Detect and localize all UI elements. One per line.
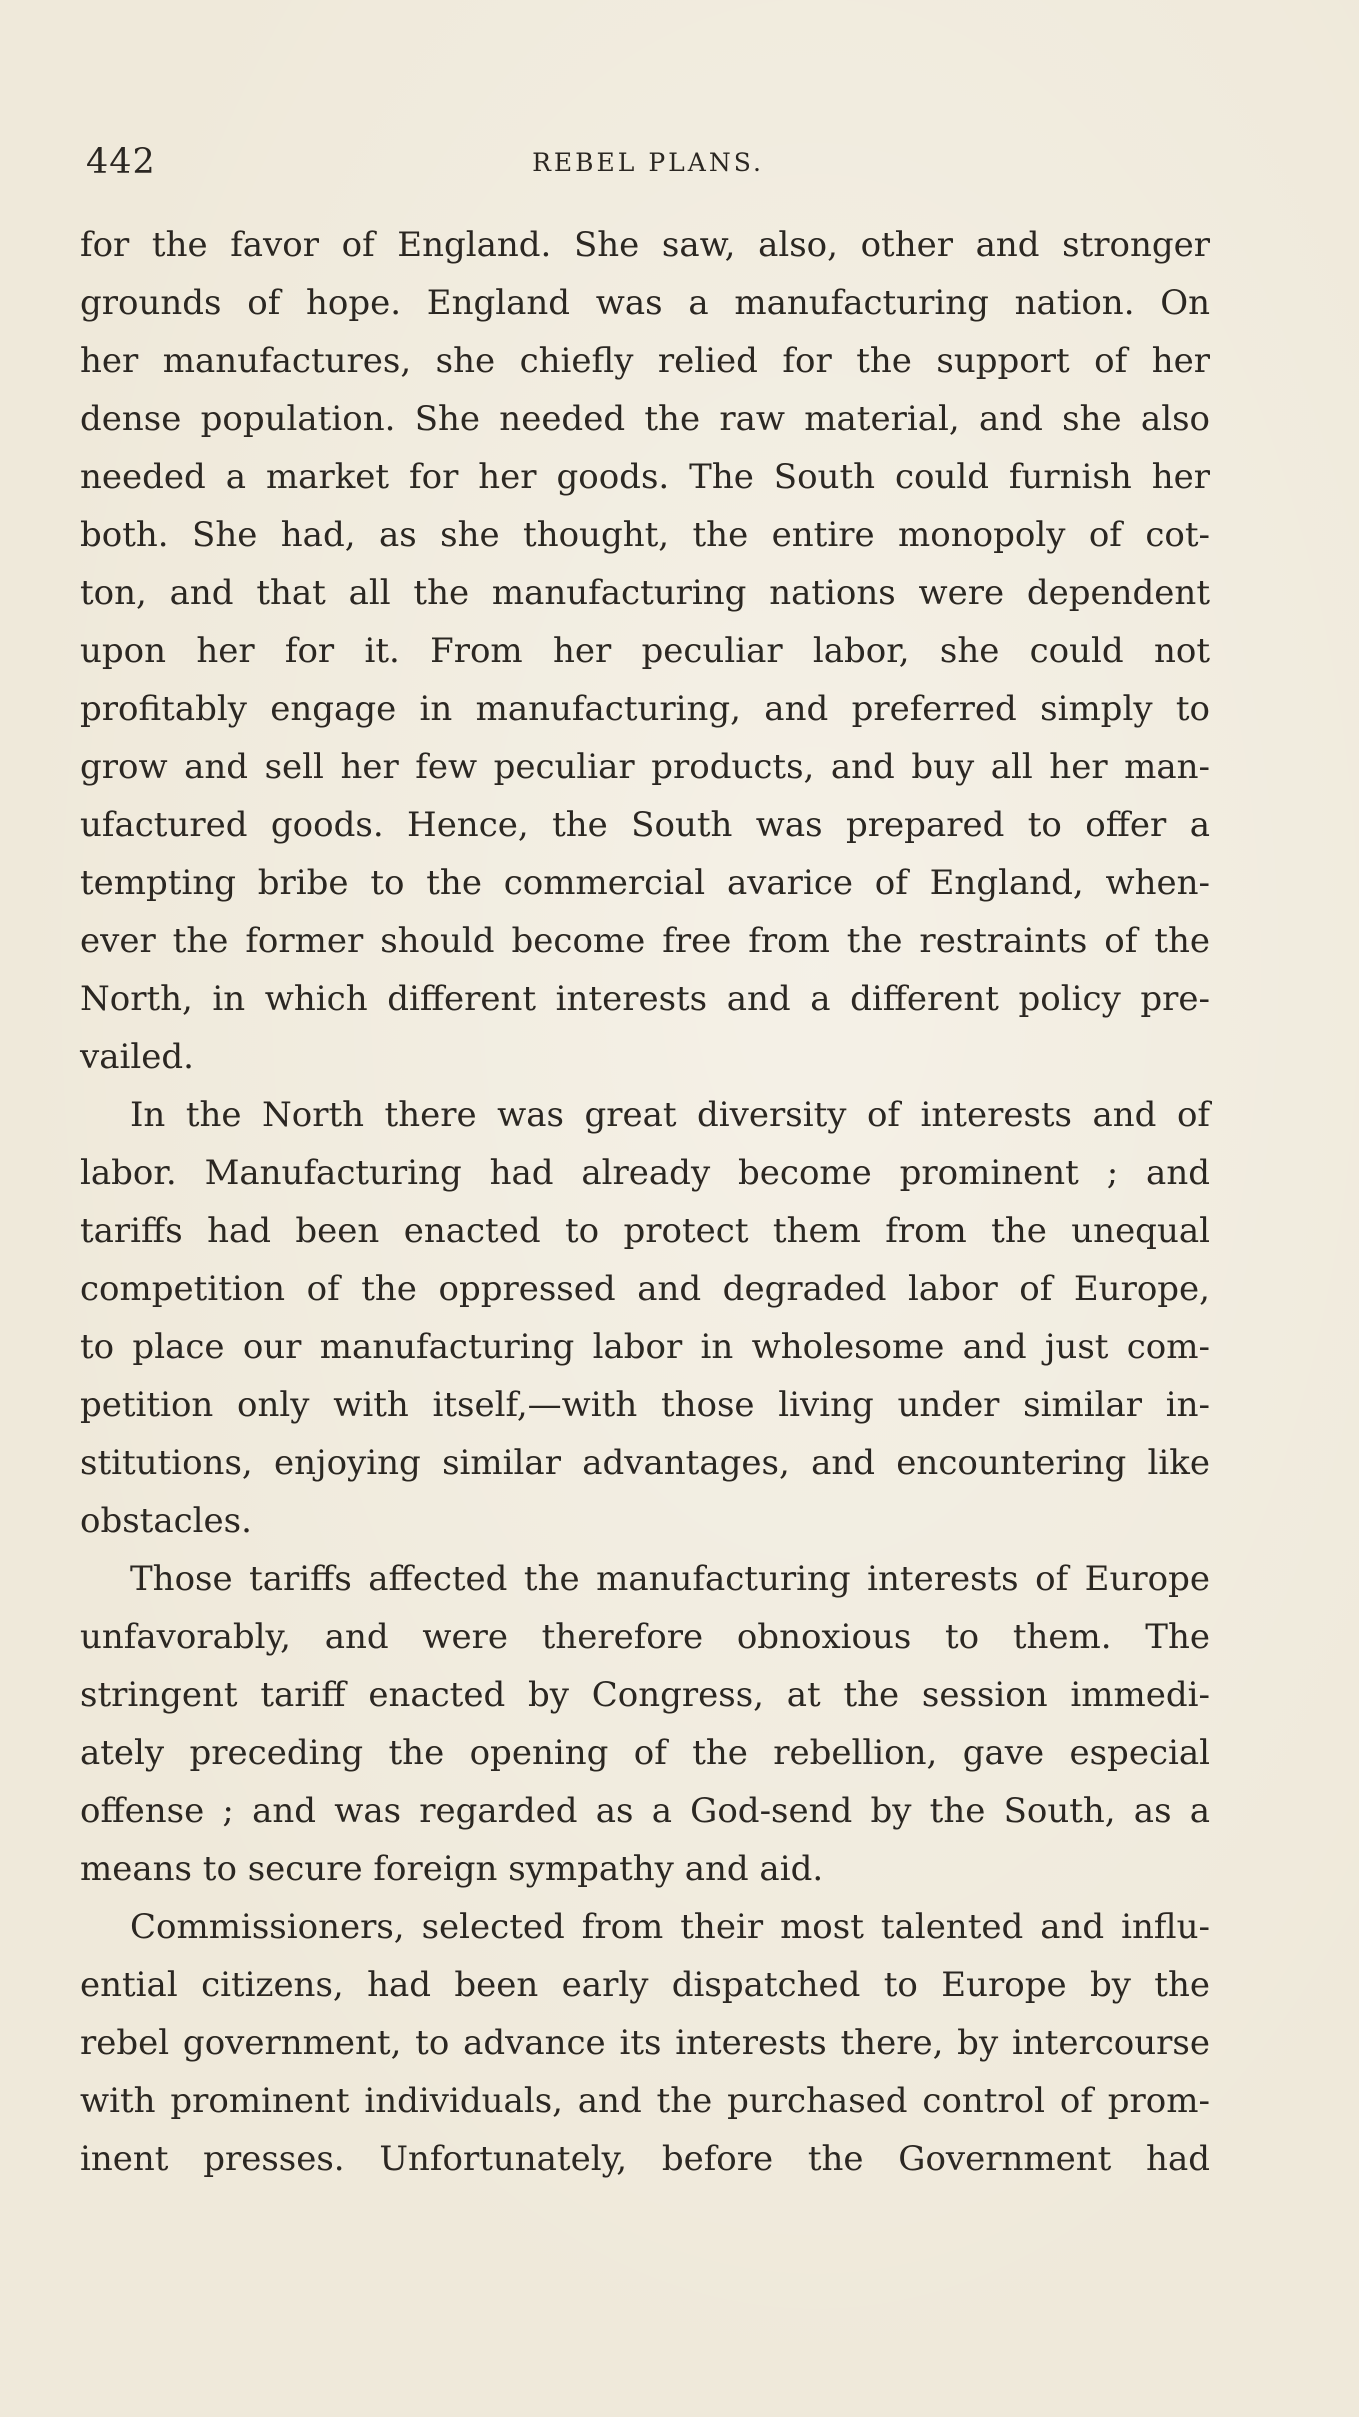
text-line: dense population. She needed the raw material, and she also (80, 399, 1210, 439)
text-line: labor. Manufacturing had already become prominent ; and (80, 1153, 1210, 1193)
text-line: to place our manufacturing labor in wholesome and just com- (80, 1327, 1210, 1367)
text-line: profitably engage in manufacturing, and preferred simply to (80, 689, 1210, 729)
text-line: Those tariffs affected the manufacturing interests of Europe (130, 1559, 1210, 1599)
text-line: means to secure foreign sympathy and aid. (80, 1849, 824, 1889)
body-text (80, 216, 1210, 2188)
text-line: grounds of hope. England was a manufacturing nation. On (80, 283, 1210, 323)
paragraph (80, 1086, 1210, 1550)
text-line: rebel government, to advance its interests there, by intercourse (80, 2023, 1210, 2063)
paragraph (80, 1898, 1210, 2188)
text-line: tempting bribe to the commercial avarice of England, when- (80, 863, 1210, 903)
running-title: REBEL PLANS. (532, 148, 764, 177)
paragraph (80, 216, 1210, 1086)
text-line: her manufactures, she chiefly relied for the support of her (80, 341, 1210, 381)
text-line: stitutions, enjoying similar advantages, and encountering like (80, 1443, 1210, 1483)
text-line: vailed. (80, 1037, 194, 1077)
text-line: stringent tariff enacted by Congress, at the session immedi- (80, 1675, 1210, 1715)
text-line: ever the former should become free from the restraints of the (80, 921, 1210, 961)
text-line: for the favor of England. She saw, also, other and stronger (80, 225, 1210, 265)
paragraph (80, 1550, 1210, 1898)
text-line: grow and sell her few peculiar products, and buy all her man- (80, 747, 1210, 787)
text-line: obstacles. (80, 1501, 252, 1541)
text-line: needed a market for her goods. The South could furnish her (80, 457, 1210, 497)
text-line: upon her for it. From her peculiar labor, she could not (80, 631, 1210, 671)
text-line: petition only with itself,—with those living under similar in- (80, 1385, 1210, 1425)
text-line: tariffs had been enacted to protect them from the unequal (80, 1211, 1210, 1251)
text-line: ential citizens, had been early dispatched to Europe by the (80, 1965, 1210, 2005)
text-line: competition of the oppressed and degraded labor of Europe, (80, 1269, 1210, 1309)
text-line: In the North there was great diversity of interests and of (130, 1095, 1210, 1135)
text-line: inent presses. Unfortunately, before the Government had (80, 2139, 1210, 2179)
text-line: unfavorably, and were therefore obnoxious to them. The (80, 1617, 1210, 1657)
text-line: Commissioners, selected from their most talented and influ- (130, 1907, 1210, 1947)
text-line: ately preceding the opening of the rebellion, gave especial (80, 1733, 1210, 1773)
page-number: 442 (86, 142, 156, 182)
text-line: ton, and that all the manufacturing nations were dependent (80, 573, 1210, 613)
text-line: both. She had, as she thought, the entire monopoly of cot- (80, 515, 1210, 555)
text-line: ufactured goods. Hence, the South was prepared to offer a (80, 805, 1210, 845)
text-line: offense ; and was regarded as a God-send by the South, as a (80, 1791, 1210, 1831)
text-line: North, in which different interests and a different policy pre- (80, 979, 1210, 1019)
running-head (86, 142, 1210, 192)
text-line: with prominent individuals, and the purchased control of prom- (80, 2081, 1210, 2121)
